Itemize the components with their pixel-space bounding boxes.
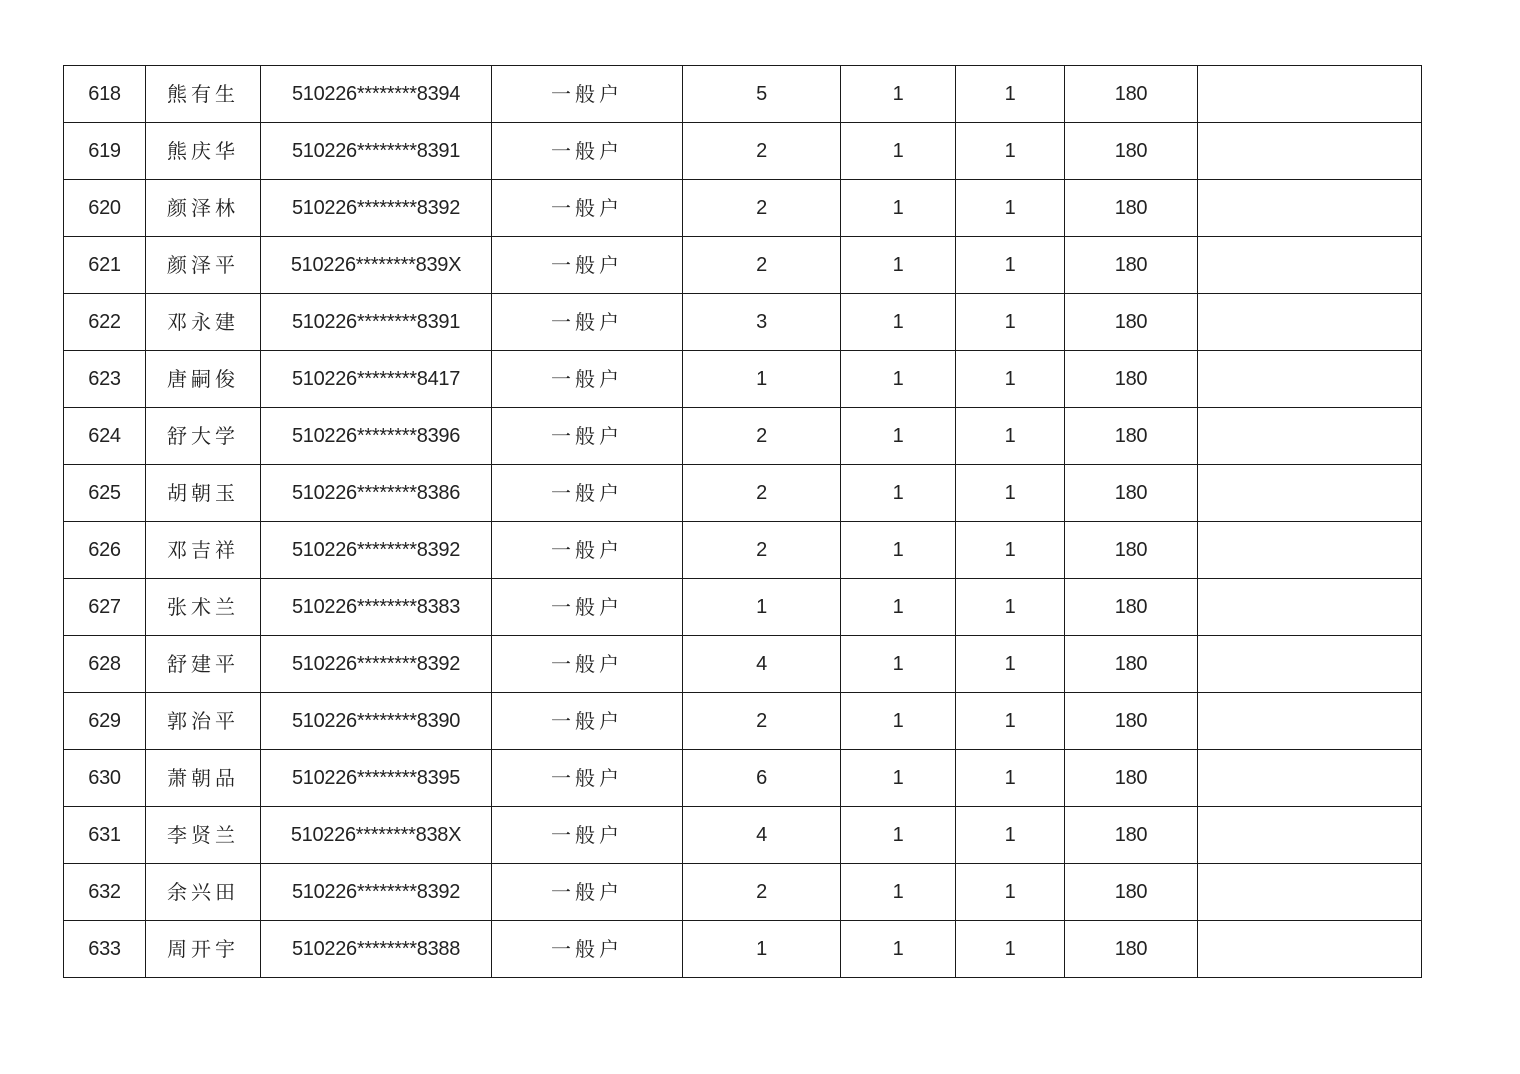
householder-name-cell: 舒大学 <box>146 408 261 465</box>
count-cell-2: 1 <box>956 237 1065 294</box>
householder-name-cell: 颜泽平 <box>146 237 261 294</box>
table-row <box>64 351 1422 408</box>
count-cell-2: 1 <box>956 864 1065 921</box>
household-type-cell: 一般户 <box>492 921 683 978</box>
table-row <box>64 636 1422 693</box>
household-size-cell: 2 <box>683 180 841 237</box>
remarks-cell <box>1198 579 1422 636</box>
id-number-cell: 510226********8392 <box>261 864 492 921</box>
id-number-cell: 510226********8394 <box>261 66 492 123</box>
household-type-cell: 一般户 <box>492 408 683 465</box>
count-cell-2: 1 <box>956 351 1065 408</box>
serial-number-cell: 626 <box>64 522 146 579</box>
count-cell-1: 1 <box>841 408 956 465</box>
table-row <box>64 123 1422 180</box>
household-size-cell: 2 <box>683 465 841 522</box>
count-cell-1: 1 <box>841 351 956 408</box>
table-row <box>64 864 1422 921</box>
count-cell-1: 1 <box>841 465 956 522</box>
serial-number-cell: 631 <box>64 807 146 864</box>
household-size-cell: 2 <box>683 237 841 294</box>
count-cell-2: 1 <box>956 522 1065 579</box>
householder-name-cell: 周开宇 <box>146 921 261 978</box>
serial-number-cell: 625 <box>64 465 146 522</box>
remarks-cell <box>1198 294 1422 351</box>
id-number-cell: 510226********8396 <box>261 408 492 465</box>
remarks-cell <box>1198 750 1422 807</box>
count-cell-2: 1 <box>956 294 1065 351</box>
serial-number-cell: 623 <box>64 351 146 408</box>
household-size-cell: 2 <box>683 864 841 921</box>
remarks-cell <box>1198 66 1422 123</box>
householder-name-cell: 李贤兰 <box>146 807 261 864</box>
householder-name-cell: 余兴田 <box>146 864 261 921</box>
householder-name-cell: 熊庆华 <box>146 123 261 180</box>
serial-number-cell: 632 <box>64 864 146 921</box>
householder-name-cell: 唐嗣俊 <box>146 351 261 408</box>
household-size-cell: 1 <box>683 351 841 408</box>
count-cell-1: 1 <box>841 66 956 123</box>
household-type-cell: 一般户 <box>492 123 683 180</box>
remarks-cell <box>1198 921 1422 978</box>
table-row <box>64 579 1422 636</box>
household-type-cell: 一般户 <box>492 66 683 123</box>
household-type-cell: 一般户 <box>492 636 683 693</box>
count-cell-1: 1 <box>841 864 956 921</box>
serial-number-cell: 622 <box>64 294 146 351</box>
table-row <box>64 522 1422 579</box>
remarks-cell <box>1198 237 1422 294</box>
amount-cell: 180 <box>1065 465 1198 522</box>
amount-cell: 180 <box>1065 921 1198 978</box>
count-cell-1: 1 <box>841 636 956 693</box>
amount-cell: 180 <box>1065 351 1198 408</box>
id-number-cell: 510226********8392 <box>261 636 492 693</box>
serial-number-cell: 629 <box>64 693 146 750</box>
household-type-cell: 一般户 <box>492 180 683 237</box>
amount-cell: 180 <box>1065 579 1198 636</box>
id-number-cell: 510226********8392 <box>261 180 492 237</box>
id-number-cell: 510226********8395 <box>261 750 492 807</box>
count-cell-2: 1 <box>956 807 1065 864</box>
householder-name-cell: 邓吉祥 <box>146 522 261 579</box>
count-cell-1: 1 <box>841 807 956 864</box>
amount-cell: 180 <box>1065 66 1198 123</box>
householder-name-cell: 熊有生 <box>146 66 261 123</box>
remarks-cell <box>1198 522 1422 579</box>
household-type-cell: 一般户 <box>492 294 683 351</box>
count-cell-1: 1 <box>841 921 956 978</box>
count-cell-1: 1 <box>841 180 956 237</box>
amount-cell: 180 <box>1065 864 1198 921</box>
table-row <box>64 180 1422 237</box>
remarks-cell <box>1198 864 1422 921</box>
count-cell-1: 1 <box>841 294 956 351</box>
serial-number-cell: 630 <box>64 750 146 807</box>
household-size-cell: 1 <box>683 579 841 636</box>
id-number-cell: 510226********8417 <box>261 351 492 408</box>
remarks-cell <box>1198 636 1422 693</box>
household-size-cell: 1 <box>683 921 841 978</box>
household-type-cell: 一般户 <box>492 237 683 294</box>
amount-cell: 180 <box>1065 237 1198 294</box>
table-body <box>64 66 1422 978</box>
id-number-cell: 510226********839X <box>261 237 492 294</box>
count-cell-2: 1 <box>956 750 1065 807</box>
household-size-cell: 2 <box>683 522 841 579</box>
household-type-cell: 一般户 <box>492 864 683 921</box>
remarks-cell <box>1198 180 1422 237</box>
household-size-cell: 2 <box>683 693 841 750</box>
remarks-cell <box>1198 351 1422 408</box>
household-type-cell: 一般户 <box>492 807 683 864</box>
count-cell-2: 1 <box>956 693 1065 750</box>
serial-number-cell: 627 <box>64 579 146 636</box>
count-cell-1: 1 <box>841 693 956 750</box>
table-row <box>64 294 1422 351</box>
remarks-cell <box>1198 408 1422 465</box>
count-cell-2: 1 <box>956 180 1065 237</box>
count-cell-2: 1 <box>956 921 1065 978</box>
amount-cell: 180 <box>1065 123 1198 180</box>
count-cell-1: 1 <box>841 579 956 636</box>
household-size-cell: 3 <box>683 294 841 351</box>
household-size-cell: 6 <box>683 750 841 807</box>
count-cell-2: 1 <box>956 408 1065 465</box>
amount-cell: 180 <box>1065 408 1198 465</box>
serial-number-cell: 624 <box>64 408 146 465</box>
householder-name-cell: 颜泽林 <box>146 180 261 237</box>
amount-cell: 180 <box>1065 180 1198 237</box>
remarks-cell <box>1198 807 1422 864</box>
count-cell-2: 1 <box>956 465 1065 522</box>
table-row <box>64 66 1422 123</box>
id-number-cell: 510226********8390 <box>261 693 492 750</box>
household-type-cell: 一般户 <box>492 579 683 636</box>
count-cell-1: 1 <box>841 237 956 294</box>
table-row <box>64 750 1422 807</box>
householder-name-cell: 邓永建 <box>146 294 261 351</box>
count-cell-1: 1 <box>841 750 956 807</box>
serial-number-cell: 633 <box>64 921 146 978</box>
amount-cell: 180 <box>1065 750 1198 807</box>
table-row <box>64 807 1422 864</box>
amount-cell: 180 <box>1065 636 1198 693</box>
serial-number-cell: 620 <box>64 180 146 237</box>
remarks-cell <box>1198 465 1422 522</box>
household-size-cell: 4 <box>683 807 841 864</box>
id-number-cell: 510226********8386 <box>261 465 492 522</box>
household-type-cell: 一般户 <box>492 522 683 579</box>
table-row <box>64 465 1422 522</box>
table-row <box>64 408 1422 465</box>
serial-number-cell: 619 <box>64 123 146 180</box>
householder-name-cell: 张术兰 <box>146 579 261 636</box>
amount-cell: 180 <box>1065 294 1198 351</box>
id-number-cell: 510226********838X <box>261 807 492 864</box>
householder-name-cell: 胡朝玉 <box>146 465 261 522</box>
id-number-cell: 510226********8388 <box>261 921 492 978</box>
table-row <box>64 237 1422 294</box>
householder-name-cell: 舒建平 <box>146 636 261 693</box>
household-type-cell: 一般户 <box>492 750 683 807</box>
household-size-cell: 2 <box>683 408 841 465</box>
serial-number-cell: 621 <box>64 237 146 294</box>
household-size-cell: 2 <box>683 123 841 180</box>
count-cell-2: 1 <box>956 123 1065 180</box>
serial-number-cell: 628 <box>64 636 146 693</box>
household-register-table <box>63 65 1422 978</box>
id-number-cell: 510226********8391 <box>261 294 492 351</box>
remarks-cell <box>1198 123 1422 180</box>
household-size-cell: 5 <box>683 66 841 123</box>
householder-name-cell: 萧朝品 <box>146 750 261 807</box>
household-type-cell: 一般户 <box>492 351 683 408</box>
id-number-cell: 510226********8383 <box>261 579 492 636</box>
amount-cell: 180 <box>1065 693 1198 750</box>
household-type-cell: 一般户 <box>492 465 683 522</box>
count-cell-1: 1 <box>841 522 956 579</box>
household-size-cell: 4 <box>683 636 841 693</box>
id-number-cell: 510226********8392 <box>261 522 492 579</box>
count-cell-1: 1 <box>841 123 956 180</box>
count-cell-2: 1 <box>956 66 1065 123</box>
household-type-cell: 一般户 <box>492 693 683 750</box>
amount-cell: 180 <box>1065 522 1198 579</box>
remarks-cell <box>1198 693 1422 750</box>
count-cell-2: 1 <box>956 636 1065 693</box>
amount-cell: 180 <box>1065 807 1198 864</box>
count-cell-2: 1 <box>956 579 1065 636</box>
table-row <box>64 693 1422 750</box>
id-number-cell: 510226********8391 <box>261 123 492 180</box>
table-row <box>64 921 1422 978</box>
householder-name-cell: 郭治平 <box>146 693 261 750</box>
serial-number-cell: 618 <box>64 66 146 123</box>
